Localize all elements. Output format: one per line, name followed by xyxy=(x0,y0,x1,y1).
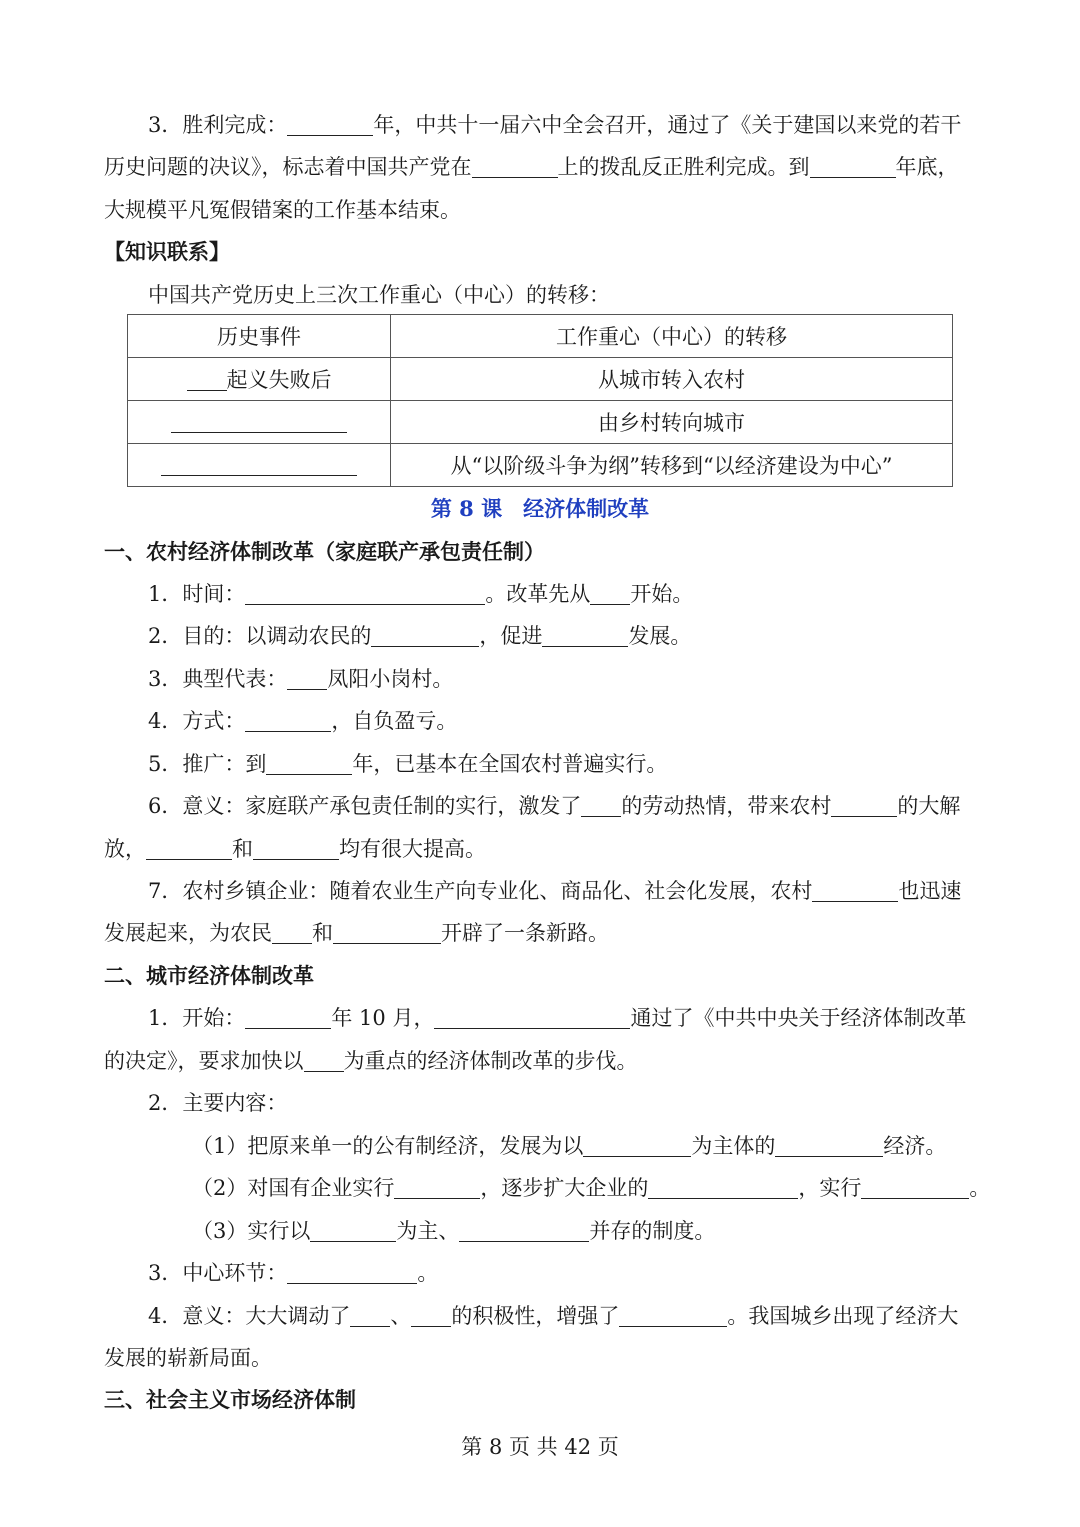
table-cell xyxy=(128,401,391,444)
page-footer: 第 8 页 共 42 页 xyxy=(461,1435,619,1459)
table-row xyxy=(128,358,953,401)
s1-item-7 xyxy=(104,876,1028,906)
text: 年底， xyxy=(895,155,959,179)
blank xyxy=(266,752,352,775)
table-row xyxy=(128,401,953,444)
s1-item-1 xyxy=(104,579,1028,609)
text: 4．方式： xyxy=(148,709,246,733)
text: 为主体的 xyxy=(691,1134,776,1158)
blank xyxy=(411,1304,451,1327)
table-header-cell: 历史事件 xyxy=(128,315,391,358)
blank xyxy=(542,624,628,647)
blank xyxy=(810,155,896,178)
blank xyxy=(394,1176,480,1199)
blank xyxy=(590,582,630,605)
s2-item-4-cont xyxy=(104,1343,984,1373)
text: 凤阳小岗村。 xyxy=(327,667,454,691)
s2-item-3 xyxy=(104,1258,1028,1288)
text: 均有很大提高。 xyxy=(339,837,486,861)
section-heading xyxy=(104,961,984,991)
blank xyxy=(831,794,897,817)
text: 3．中心环节： xyxy=(148,1261,288,1285)
text: ，逐步扩大企业的 xyxy=(480,1176,649,1200)
text: 经济。 xyxy=(883,1134,947,1158)
s1-item-7-cont xyxy=(104,918,984,948)
s1-item-3 xyxy=(104,664,1028,694)
text: 三、社会主义市场经济体制 xyxy=(104,1387,356,1412)
blank xyxy=(459,1219,589,1242)
text: 5．推广：到 xyxy=(148,752,267,776)
text: 7．农村乡镇企业：随着农业生产向专业化、商品化、社会化发展，农村 xyxy=(148,879,813,903)
text: 1．开始： xyxy=(148,1006,246,1030)
blank xyxy=(287,113,373,136)
text: 开辟了一条新路。 xyxy=(441,921,609,945)
blank xyxy=(272,921,312,944)
s2-sub-1 xyxy=(104,1131,1072,1161)
blank xyxy=(304,1049,344,1072)
text: 一、农村经济体制改革（家庭联产承包责任制） xyxy=(104,539,545,564)
table-cell: 由乡村转向城市 xyxy=(391,401,953,444)
blank xyxy=(583,1134,691,1157)
text: 6．意义：家庭联产承包责任制的实行，激发了 xyxy=(148,794,582,818)
knowledge-intro xyxy=(104,280,1028,310)
text: （1）把原来单一的公有制经济，发展为以 xyxy=(192,1134,584,1158)
blank xyxy=(187,368,227,391)
s2-item-2 xyxy=(104,1088,1028,1118)
blank xyxy=(287,1261,417,1284)
text: 【知识联系】 xyxy=(104,239,230,264)
knowledge-table xyxy=(127,314,953,487)
s2-item-1 xyxy=(104,1003,1028,1033)
text: 3．典型代表： xyxy=(148,667,288,691)
text: 大规模平凡冤假错案的工作基本结束。 xyxy=(104,198,461,222)
text: 年，中共十一届六中全会召开，通过了《关于建国以来党的若干 xyxy=(373,113,962,137)
blank xyxy=(861,1176,969,1199)
s1-item-2 xyxy=(104,621,1028,651)
text: 上的拨乱反正胜利完成。到 xyxy=(557,155,810,179)
text: 年 10 月， xyxy=(331,1006,435,1030)
blank xyxy=(171,410,347,433)
text: 3．胜利完成： xyxy=(148,113,288,137)
s2-item-4 xyxy=(104,1301,1028,1331)
blank xyxy=(333,921,441,944)
section-heading xyxy=(104,537,984,567)
text: 也迅速 xyxy=(898,879,962,903)
s1-item-5 xyxy=(104,749,1028,779)
blank xyxy=(648,1176,798,1199)
text: 中国共产党历史上三次工作重心（中心）的转移： xyxy=(148,283,610,307)
section-heading xyxy=(104,1385,984,1415)
p3-line-2 xyxy=(104,152,984,182)
p3-line-1 xyxy=(104,110,1028,140)
blank xyxy=(371,624,479,647)
blank xyxy=(310,1219,396,1242)
s1-item-6-cont xyxy=(104,834,984,864)
table-cell xyxy=(128,444,391,487)
blank xyxy=(775,1134,883,1157)
text: 放， xyxy=(104,837,146,861)
s1-item-6 xyxy=(104,791,1028,821)
knowledge-heading xyxy=(104,237,984,267)
blank xyxy=(434,1006,630,1029)
text: 为重点的经济体制改革的步伐。 xyxy=(343,1049,638,1073)
table-row xyxy=(128,444,953,487)
blank xyxy=(146,837,232,860)
text: 通过了《中共中央关于经济体制改革 xyxy=(630,1006,967,1030)
blank xyxy=(812,879,898,902)
text: 的大解 xyxy=(897,794,961,818)
blank xyxy=(581,794,621,817)
text: 2．主要内容： xyxy=(148,1091,288,1115)
text: 开始。 xyxy=(630,582,694,606)
text: 。 xyxy=(417,1261,439,1285)
s1-item-4 xyxy=(104,706,1028,736)
blank xyxy=(619,1304,727,1327)
text: 和 xyxy=(232,837,253,861)
text: 起义失败后 xyxy=(226,368,332,392)
text: （2）对国有企业实行 xyxy=(192,1176,395,1200)
blank xyxy=(253,837,339,860)
text: 的决定》，要求加快以 xyxy=(104,1049,304,1073)
text: 的劳动热情，带来农村 xyxy=(621,794,832,818)
table-header-cell: 工作重心（中心）的转移 xyxy=(391,315,953,358)
text: 2．目的：以调动农民的 xyxy=(148,624,372,648)
blank xyxy=(161,453,357,476)
text: 的积极性，增强了 xyxy=(451,1304,620,1328)
text: ，自负盈亏。 xyxy=(331,709,458,733)
table-header-row xyxy=(128,315,953,358)
text: 并存的制度。 xyxy=(589,1219,716,1243)
text: ，促进 xyxy=(479,624,543,648)
text: 发展的崭新局面。 xyxy=(104,1346,272,1370)
blank xyxy=(287,667,327,690)
text: 历史问题的决议》，标志着中国共产党在 xyxy=(104,155,472,179)
blank xyxy=(350,1304,390,1327)
lesson-title: 第 8 课 经济体制改革 xyxy=(430,496,650,521)
table-cell: 从城市转入农村 xyxy=(391,358,953,401)
table-cell: 从“以阶级斗争为纲”转移到“以经济建设为中心” xyxy=(391,444,953,487)
text: 。 xyxy=(969,1176,991,1200)
text: 、 xyxy=(390,1304,412,1328)
text: 4．意义：大大调动了 xyxy=(148,1304,351,1328)
blank xyxy=(245,709,331,732)
text: 。我国城乡出现了经济大 xyxy=(727,1304,959,1328)
text: （3）实行以 xyxy=(192,1219,311,1243)
table-cell xyxy=(128,358,391,401)
text: 发展。 xyxy=(628,624,692,648)
blank xyxy=(245,1006,331,1029)
s2-item-1-cont xyxy=(104,1046,984,1076)
s2-sub-3 xyxy=(104,1216,1072,1246)
blank xyxy=(245,582,485,605)
text: 发展起来，为农民 xyxy=(104,921,272,945)
text: 1．时间： xyxy=(148,582,246,606)
text: 为主、 xyxy=(396,1219,460,1243)
text: 年，已基本在全国农村普遍实行。 xyxy=(352,752,668,776)
text: 。改革先从 xyxy=(485,582,591,606)
blank xyxy=(472,155,558,178)
p3-line-3 xyxy=(104,195,984,225)
s2-sub-2 xyxy=(104,1173,1072,1203)
text: ，实行 xyxy=(798,1176,862,1200)
text: 二、城市经济体制改革 xyxy=(104,963,314,988)
text: 和 xyxy=(312,921,333,945)
